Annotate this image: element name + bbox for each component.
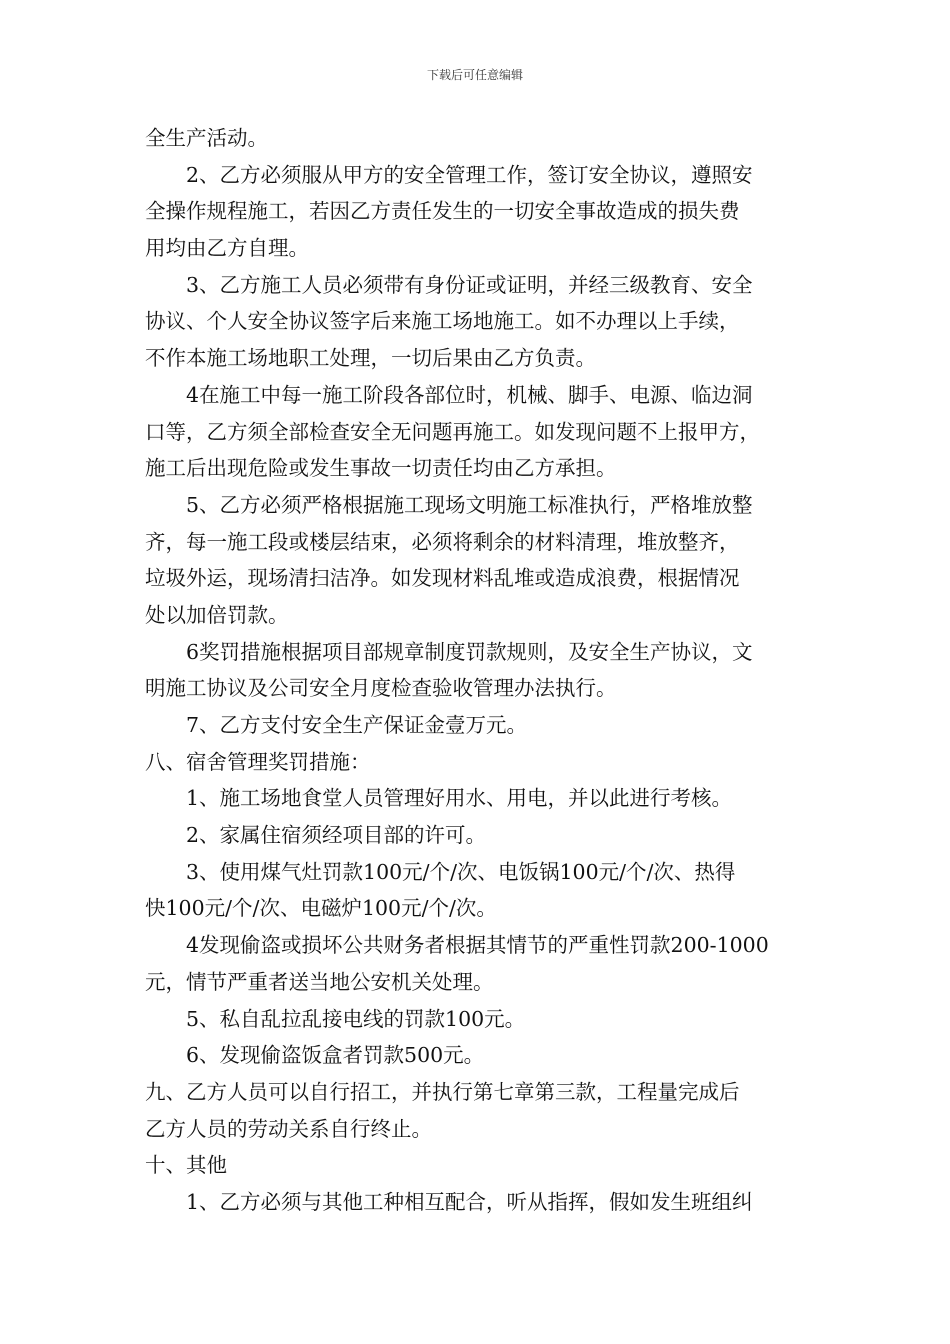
text-line: 3、使用煤气灶罚款100元/个/次、电饭锅100元/个/次、热得 [186,859,736,884]
text-line: 十、其他 [145,1153,227,1178]
text-line: 1、乙方必须与其他工种相互配合，听从指挥，假如发生班组纠 [186,1189,753,1214]
text-line: 口等，乙方须全部检查安全无问题再施工。如发现问题不上报甲方， [145,419,760,444]
text-line: 明施工协议及公司安全月度检查验收管理办法执行。 [145,676,617,701]
text-line: 元，情节严重者送当地公安机关处理。 [145,969,494,994]
text-line: 全生产活动。 [145,126,268,150]
text-line: 1、施工场地食堂人员管理好用水、用电，并以此进行考核。 [186,786,733,811]
text-line: 八、宿舍管理奖罚措施： [145,749,371,774]
text-line: 5、私自乱拉乱接电线的罚款100元。 [186,1006,526,1031]
text-line: 6奖罚措施根据项目部规章制度罚款规则，及安全生产协议，文 [186,639,753,664]
text-line: 6、发现偷盗饭盒者罚款500元。 [186,1043,485,1068]
text-line: 快100元/个/次、电磁炉100元/个/次。 [145,896,497,921]
text-line: 乙方人员的劳动关系自行终止。 [145,1116,432,1141]
text-line: 7、乙方支付安全生产保证金壹万元。 [186,713,528,737]
text-line: 用均由乙方自理。 [145,236,309,261]
document-body [145,120,811,1221]
text-line: 2、乙方必须服从甲方的安全管理工作，签订安全协议，遵照安 [186,162,753,187]
text-line: 九、乙方人员可以自行招工，并执行第七章第三款，工程量完成后 [145,1079,740,1104]
text-line: 不作本施工场地职工处理，一切后果由乙方负责。 [145,346,596,371]
text-line: 全操作规程施工，若因乙方责任发生的一切安全事故造成的损失费 [145,199,740,224]
text-line: 4在施工中每一施工阶段各部位时，机械、脚手、电源、临边洞 [186,382,753,407]
text-line: 2、家属住宿须经项目部的许可。 [186,823,487,848]
text-line: 3、乙方施工人员必须带有身份证或证明，并经三级教育、安全 [186,272,753,297]
text-line: 施工后出现危险或发生事故一切责任均由乙方承担。 [145,456,617,481]
text-line: 处以加倍罚款。 [145,602,289,627]
text-line: 齐，每一施工段或楼层结束，必须将剩余的材料清理，堆放整齐， [145,529,740,554]
page-header: 下载后可任意编辑 [426,68,523,82]
text-line: 5、乙方必须严格根据施工现场文明施工标准执行，严格堆放整 [186,492,753,517]
text-line: 协议、个人安全协议签字后来施工场地施工。如不办理以上手续， [145,309,740,334]
text-line: 垃圾外运，现场清扫洁净。如发现材料乱堆或造成浪费，根据情况 [145,566,740,591]
text-line: 4发现偷盗或损坏公共财务者根据其情节的严重性罚款200-1000 [186,933,769,958]
